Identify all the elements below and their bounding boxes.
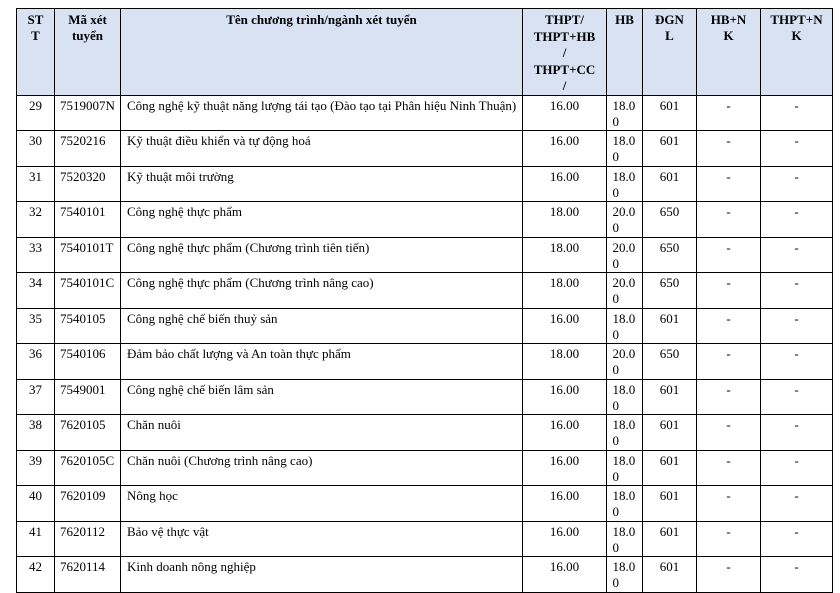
row-hb-nk: - — [697, 131, 761, 167]
row-hb-nk: - — [697, 486, 761, 522]
row-dgnl-score: 601 — [643, 131, 697, 167]
row-code — [55, 273, 121, 309]
row-program-name: Công nghệ thực phẩm (Chương trình tiên tiến) — [121, 237, 523, 273]
row-code-text: 7540101C — [60, 275, 115, 290]
row-program-name: Công nghệ chế biến lâm sản — [121, 379, 523, 415]
row-stt: 37 — [17, 379, 55, 415]
row-stt: 41 — [17, 521, 55, 557]
row-hb-score — [607, 202, 643, 238]
row-stt: 40 — [17, 486, 55, 522]
row-program-name: Nông học — [121, 486, 523, 522]
row-thpt-nk: - — [761, 486, 833, 522]
header-thpt-nk: THPT+NK — [761, 9, 833, 96]
row-code — [55, 379, 121, 415]
table-row — [17, 486, 833, 522]
row-hb-score-text: 18.00 — [612, 488, 636, 519]
row-thpt-score: 18.00 — [523, 202, 607, 238]
row-code-text: 7620114 — [60, 559, 106, 574]
row-code-text: 7549001 — [60, 381, 106, 397]
row-hb-score — [607, 486, 643, 522]
row-stt: 32 — [17, 202, 55, 238]
row-program-name: Chăn nuôi (Chương trình nâng cao) — [121, 450, 523, 486]
row-program-name: Kỹ thuật điều khiển và tự động hoá — [121, 131, 523, 167]
row-hb-score-text: 20.00 — [612, 204, 636, 235]
row-hb-nk: - — [697, 379, 761, 415]
row-hb-score — [607, 166, 643, 202]
table-row — [17, 273, 833, 309]
table-body — [17, 95, 833, 592]
row-program-name: Kinh doanh nông nghiệp — [121, 557, 523, 593]
row-hb-nk: - — [697, 344, 761, 380]
row-program-name: Công nghệ thực phẩm (Chương trình nâng cao) — [121, 273, 523, 309]
row-thpt-nk: - — [761, 450, 833, 486]
row-code-text: 7520320 — [60, 168, 106, 184]
row-code-text: 7540101 — [60, 204, 106, 219]
row-hb-score — [607, 273, 643, 309]
row-dgnl-score: 601 — [643, 450, 697, 486]
row-stt: 33 — [17, 237, 55, 273]
row-stt: 34 — [17, 273, 55, 309]
row-thpt-score: 16.00 — [523, 131, 607, 167]
row-program-name: Kỹ thuật môi trường — [121, 166, 523, 202]
row-hb-score — [607, 521, 643, 557]
row-code-text: 7620109 — [60, 488, 106, 503]
row-thpt-score: 16.00 — [523, 379, 607, 415]
row-hb-score-text: 18.00 — [612, 452, 636, 484]
row-code-text: 7540106 — [60, 346, 106, 361]
row-dgnl-score: 601 — [643, 521, 697, 557]
row-stt: 30 — [17, 131, 55, 167]
row-code — [55, 95, 121, 131]
row-hb-score — [607, 131, 643, 167]
table-row — [17, 379, 833, 415]
row-program-name: Công nghệ kỹ thuật năng lượng tái tạo (Đào tạo tại Phân hiệu Ninh Thuận) — [121, 95, 523, 131]
row-thpt-score: 16.00 — [523, 450, 607, 486]
row-dgnl-score: 650 — [643, 344, 697, 380]
table-row — [17, 344, 833, 380]
row-code — [55, 202, 121, 238]
row-stt: 42 — [17, 557, 55, 593]
row-thpt-nk: - — [761, 237, 833, 273]
row-hb-nk: - — [697, 308, 761, 344]
row-hb-score-text: 18.00 — [612, 381, 636, 413]
header-code: Mã xét tuyển — [55, 9, 121, 96]
row-code — [55, 450, 121, 486]
row-code-text: 7540101T — [60, 239, 114, 255]
row-hb-score-text: 18.00 — [612, 97, 636, 129]
row-thpt-nk: - — [761, 95, 833, 131]
row-hb-nk: - — [697, 166, 761, 202]
row-stt: 31 — [17, 166, 55, 202]
row-code — [55, 521, 121, 557]
row-program-name: Bảo vệ thực vật — [121, 521, 523, 557]
row-code-text: 7620105 — [60, 417, 106, 432]
row-thpt-score: 18.00 — [523, 237, 607, 273]
row-hb-score — [607, 557, 643, 593]
row-code — [55, 557, 121, 593]
row-code — [55, 131, 121, 167]
table-row — [17, 450, 833, 486]
row-thpt-nk: - — [761, 521, 833, 557]
table-row — [17, 308, 833, 344]
row-code-text: 7620105C — [60, 452, 115, 468]
row-thpt-nk: - — [761, 273, 833, 309]
row-code-text: 7519007N — [60, 97, 115, 113]
row-program-name: Công nghệ chế biến thuỷ sản — [121, 308, 523, 344]
row-code — [55, 344, 121, 380]
row-dgnl-score: 601 — [643, 166, 697, 202]
row-thpt-score: 16.00 — [523, 415, 607, 451]
row-thpt-score: 18.00 — [523, 344, 607, 380]
row-code-text: 7520216 — [60, 133, 106, 148]
table-row — [17, 415, 833, 451]
row-thpt-score: 16.00 — [523, 521, 607, 557]
row-code — [55, 166, 121, 202]
row-code — [55, 237, 121, 273]
row-hb-nk: - — [697, 202, 761, 238]
row-hb-nk: - — [697, 557, 761, 593]
table-row — [17, 166, 833, 202]
row-thpt-nk: - — [761, 166, 833, 202]
row-dgnl-score: 601 — [643, 379, 697, 415]
table-row — [17, 131, 833, 167]
row-dgnl-score: 601 — [643, 557, 697, 593]
table-row — [17, 237, 833, 273]
row-hb-score-text: 18.00 — [612, 168, 636, 200]
table-row — [17, 521, 833, 557]
row-dgnl-score: 601 — [643, 415, 697, 451]
header-stt: STT — [17, 9, 55, 96]
header-program: Tên chương trình/ngành xét tuyển — [121, 9, 523, 96]
row-thpt-nk: - — [761, 557, 833, 593]
row-hb-nk: - — [697, 237, 761, 273]
row-code-text: 7620112 — [60, 523, 106, 539]
row-thpt-nk: - — [761, 202, 833, 238]
row-hb-score — [607, 415, 643, 451]
row-thpt-nk: - — [761, 344, 833, 380]
row-dgnl-score: 650 — [643, 237, 697, 273]
row-hb-score — [607, 237, 643, 273]
row-dgnl-score: 650 — [643, 202, 697, 238]
row-dgnl-score: 601 — [643, 95, 697, 131]
row-stt: 38 — [17, 415, 55, 451]
row-dgnl-score: 650 — [643, 273, 697, 309]
table-row — [17, 202, 833, 238]
row-program-name: Chăn nuôi — [121, 415, 523, 451]
row-thpt-nk: - — [761, 415, 833, 451]
row-thpt-score: 16.00 — [523, 95, 607, 131]
row-stt: 39 — [17, 450, 55, 486]
row-hb-score — [607, 344, 643, 380]
row-code — [55, 486, 121, 522]
row-thpt-nk: - — [761, 379, 833, 415]
row-program-name: Đảm bảo chất lượng và An toàn thực phẩm — [121, 344, 523, 380]
row-stt: 36 — [17, 344, 55, 380]
header-thpt: THPT/ THPT+HB / THPT+CC / — [523, 9, 607, 96]
row-hb-score-text: 20.00 — [612, 239, 636, 271]
row-hb-score-text: 18.00 — [612, 133, 636, 164]
row-hb-score-text: 18.00 — [612, 523, 636, 555]
row-code-text: 7540105 — [60, 310, 106, 326]
header-hb: HB — [607, 9, 643, 96]
row-hb-score-text: 20.00 — [612, 346, 636, 377]
row-code — [55, 415, 121, 451]
row-hb-score — [607, 95, 643, 131]
row-hb-score — [607, 379, 643, 415]
row-hb-nk: - — [697, 415, 761, 451]
row-thpt-score: 16.00 — [523, 557, 607, 593]
row-hb-score — [607, 450, 643, 486]
row-dgnl-score: 601 — [643, 486, 697, 522]
row-code — [55, 308, 121, 344]
table-header-row — [17, 9, 833, 96]
row-thpt-score: 18.00 — [523, 273, 607, 309]
row-hb-nk: - — [697, 273, 761, 309]
row-thpt-score: 16.00 — [523, 308, 607, 344]
row-hb-score-text: 20.00 — [612, 275, 636, 306]
row-hb-score-text: 18.00 — [612, 310, 636, 342]
row-thpt-nk: - — [761, 131, 833, 167]
row-hb-score — [607, 308, 643, 344]
row-hb-score-text: 18.00 — [612, 417, 636, 448]
row-thpt-score: 16.00 — [523, 486, 607, 522]
table-row — [17, 557, 833, 593]
row-hb-score-text: 18.00 — [612, 559, 636, 590]
row-stt: 29 — [17, 95, 55, 131]
row-hb-nk: - — [697, 521, 761, 557]
row-thpt-score: 16.00 — [523, 166, 607, 202]
row-thpt-nk: - — [761, 308, 833, 344]
header-dgnl: ĐGNL — [643, 9, 697, 96]
row-stt: 35 — [17, 308, 55, 344]
row-program-name: Công nghệ thực phẩm — [121, 202, 523, 238]
header-hb-nk: HB+NK — [697, 9, 761, 96]
admission-table — [16, 8, 833, 593]
row-dgnl-score: 601 — [643, 308, 697, 344]
row-hb-nk: - — [697, 95, 761, 131]
table-row — [17, 95, 833, 131]
row-hb-nk: - — [697, 450, 761, 486]
